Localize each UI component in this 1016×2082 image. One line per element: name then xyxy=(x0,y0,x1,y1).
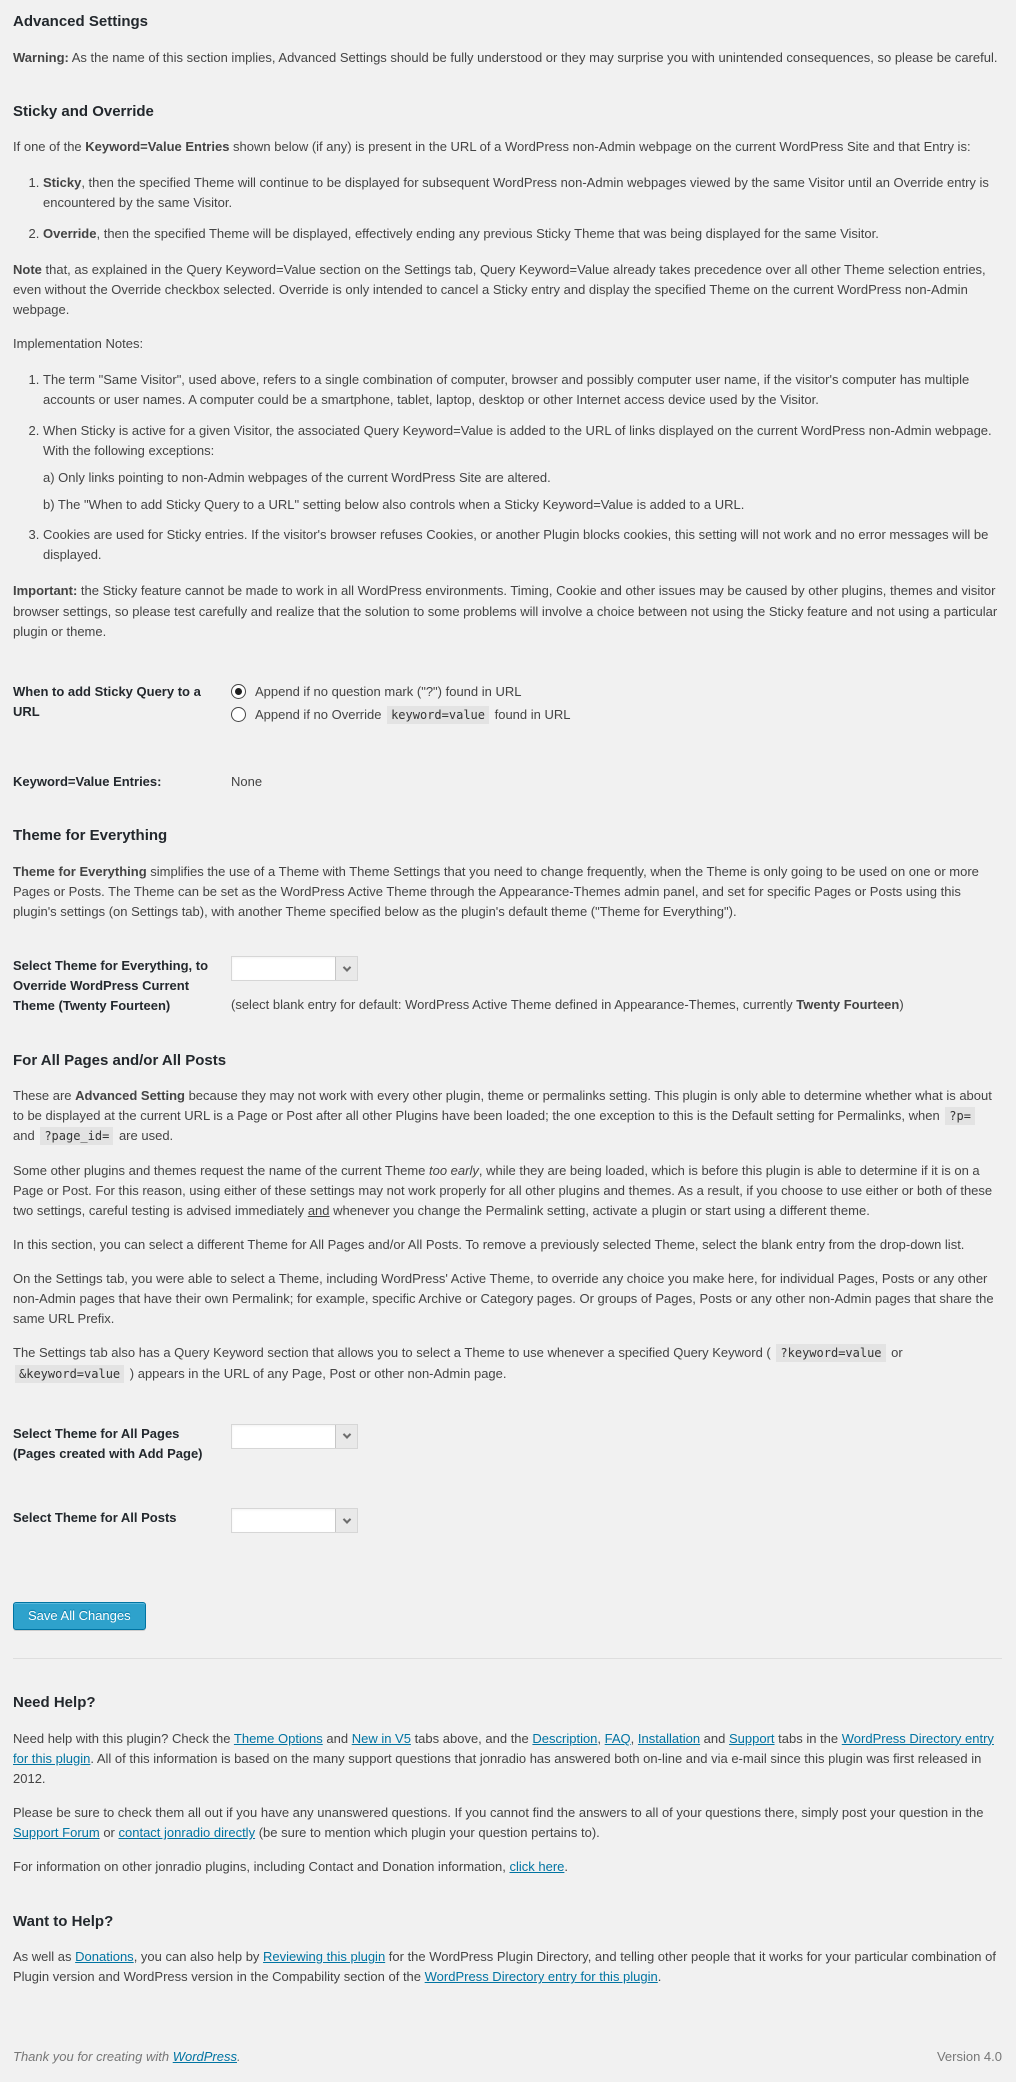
link-donations[interactable]: Donations xyxy=(75,1949,134,1965)
text-run: and xyxy=(307,1202,330,1218)
text-run: Please be sure to check them all out if you have any unanswered questions. If you cannot find the answers to all of your questions there, simply post your question in the xyxy=(13,1805,984,1821)
text-run: b) The "When to add Sticky Query to a URL" setting below also controls when a Sticky Keyword=Value is added to a URL. xyxy=(43,496,745,512)
keyword-value-entries-value: None xyxy=(231,774,263,790)
sticky-query-radio-group xyxy=(231,682,1002,728)
theme-all-pages-select-label: Select Theme for All Pages (Pages created with Add Page) xyxy=(13,1425,203,1461)
want-to-help-heading: Want to Help? xyxy=(13,1912,114,1930)
text-run: . xyxy=(657,1969,662,1985)
link-new-in-v5[interactable]: New in V5 xyxy=(351,1730,411,1746)
sticky-intro-paragraph xyxy=(13,137,1002,157)
text-run: and xyxy=(13,1128,39,1144)
text-run: When Sticky is active for a given Visitor, the associated Query Keyword=Value is added to the URL of links displayed on the current WordPress non-Admin webpage. With the following exceptions: xyxy=(43,422,992,458)
text-run: or xyxy=(99,1825,119,1841)
text-run: , then the specified Theme will continue to be displayed for subsequent WordPress non-Admin webpages viewed by the same Visitor until an Override entry is encountered by the same Visitor. xyxy=(43,175,989,211)
text-run: ) xyxy=(899,997,904,1013)
text-run: . xyxy=(237,2049,241,2065)
admin-footer xyxy=(13,2049,1002,2064)
list-item-cookies xyxy=(43,525,1002,565)
text-run: . All of this information is based on the many support questions that jonradio has answered both on-line and via e-mail since this plugin was first released in 2012. xyxy=(13,1750,982,1786)
text-run: Cookies are used for Sticky entries. If the visitor's browser refuses Cookies, or another Plugin blocks cookies, this setting will not work and no error messages will be displayed. xyxy=(43,527,989,563)
theme-all-pages-row xyxy=(13,1424,1002,1464)
text-run: , xyxy=(597,1730,605,1746)
text-run: ?keyword=value xyxy=(776,1344,885,1362)
text-run: If one of the xyxy=(13,139,86,155)
text-run: Thank you for creating with xyxy=(13,2049,173,2065)
text-run: As well as xyxy=(13,1949,76,1965)
text-run: These are xyxy=(13,1088,76,1104)
select-value xyxy=(232,957,335,980)
text-run: Append if no Override xyxy=(255,706,386,722)
link-theme-options[interactable]: Theme Options xyxy=(233,1730,323,1746)
theme-for-everything-heading: Theme for Everything xyxy=(13,827,168,845)
theme-all-pages-select[interactable] xyxy=(231,1424,358,1449)
list-item-sticky-active xyxy=(43,421,1002,516)
text-run: Append if no question mark ("?") found in URL xyxy=(255,683,522,699)
note-paragraph xyxy=(13,260,1002,320)
radio-option-append-no-override[interactable] xyxy=(231,705,1002,725)
text-run: Need help with this plugin? Check the xyxy=(13,1730,234,1746)
theme-for-everything-caption xyxy=(231,995,991,1015)
text-run: found in URL xyxy=(491,706,571,722)
save-all-changes-button[interactable]: Save All Changes xyxy=(13,1602,146,1630)
text-run: or xyxy=(887,1345,903,1361)
text-run: Some other plugins and themes request the name of the current Theme xyxy=(13,1162,429,1178)
link-wordpress-directory-entry-for-this-plugin[interactable]: WordPress Directory entry for this plugin xyxy=(424,1969,658,1985)
text-run: , then the specified Theme will be displayed, effectively ending any previous Sticky Theme that was being displayed for the same Visitor. xyxy=(96,225,879,241)
link-support[interactable]: Support xyxy=(728,1730,775,1746)
when-to-add-sticky-query-row xyxy=(13,682,1002,728)
need-help-heading: Need Help? xyxy=(13,1694,96,1712)
all-pages-paragraph-1 xyxy=(13,1086,1002,1146)
all-pages-paragraph-2 xyxy=(13,1161,1002,1221)
radio-option-append-no-question-mark[interactable] xyxy=(231,682,1002,702)
text-run: simplifies the use of a Theme with Theme Settings that you need to change frequently, when the Theme is only going to be used on one or more Pages or Posts. The Theme can be set as the WordPress Active Theme through the Appearance-Themes admin panel, and set for specific Pages or Posts using this plugin's settings (on Settings tab), with another Theme specified below as the plugin's default theme ("Theme for Everything"). xyxy=(13,863,979,920)
text-run: and xyxy=(700,1730,729,1746)
link-faq[interactable]: FAQ xyxy=(604,1730,631,1746)
select-value xyxy=(232,1509,335,1532)
link-reviewing-this-plugin[interactable]: Reviewing this plugin xyxy=(263,1949,386,1965)
all-pages-paragraph-5 xyxy=(13,1343,1002,1383)
radio-button-icon[interactable] xyxy=(231,684,246,699)
theme-all-posts-row xyxy=(13,1508,1002,1538)
important-paragraph xyxy=(13,581,1002,641)
theme-all-posts-select-label: Select Theme for All Posts xyxy=(13,1510,177,1526)
link-description[interactable]: Description xyxy=(532,1730,598,1746)
list-item-override xyxy=(43,224,1002,244)
when-to-add-sticky-query-label: When to add Sticky Query to a URL xyxy=(13,683,201,719)
sticky-and-override-heading: Sticky and Override xyxy=(13,102,154,120)
text-run: whenever you change the Permalink setting, activate a plugin or start using a different theme. xyxy=(329,1202,870,1218)
text-run: , xyxy=(630,1730,638,1746)
theme-all-posts-select[interactable] xyxy=(231,1508,358,1533)
text-run: are used. xyxy=(115,1128,174,1144)
theme-for-everything-description xyxy=(13,862,1002,922)
text-run: ?p= xyxy=(945,1107,975,1125)
text-run: the Sticky feature cannot be made to work in all WordPress environments. Timing, Cookie and other issues may be caused by other plugins, themes and visitor browser settings, so please test carefully and realize that the solution to some problems will involve a choice between not using the Sticky feature and not using a particular plugin or theme. xyxy=(13,583,998,639)
select-value xyxy=(232,1425,335,1448)
theme-for-everything-select-label: Select Theme for Everything, to Override WordPress Current Theme (Twenty Fourteen) xyxy=(13,958,209,1014)
for-all-pages-posts-heading: For All Pages and/or All Posts xyxy=(13,1051,227,1069)
list-item-exception-b xyxy=(43,495,1002,515)
footer-version-text: Version 4.0 xyxy=(936,2049,1002,2065)
text-run: Override xyxy=(43,225,97,241)
text-run: and xyxy=(322,1730,352,1746)
advanced-settings-heading: Advanced Settings xyxy=(13,13,149,30)
implementation-notes-label: Implementation Notes: xyxy=(13,336,144,352)
link-contact-jonradio-directly[interactable]: contact jonradio directly xyxy=(118,1825,256,1841)
need-help-paragraph-2 xyxy=(13,1803,1002,1843)
text-run: The Settings tab also has a Query Keyword section that allows you to select a Theme to use whenever a specified Query Keyword ( xyxy=(13,1345,775,1361)
warning-paragraph xyxy=(13,48,1002,68)
link-wordpress[interactable]: WordPress xyxy=(172,2049,237,2065)
chevron-down-icon xyxy=(335,1425,357,1448)
text-run: for the WordPress Plugin Directory, and telling other people that it works for your particular combination of Plugin version and WordPress version in the Compability section of the xyxy=(13,1949,996,1985)
want-to-help-paragraph xyxy=(13,1947,1002,1987)
text-run: Note xyxy=(13,261,42,277)
text-run: &keyword=value xyxy=(15,1365,124,1383)
footer-thanks-text xyxy=(13,2049,241,2064)
text-run: As the name of this section implies, Advanced Settings should be fully understood or they may surprise you with unintended consequences, so please be careful. xyxy=(68,49,998,65)
link-wordpress-directory-entry-for-this-plugin[interactable]: WordPress Directory entry for this plugin xyxy=(13,1730,994,1766)
text-run: shown below (if any) is present in the URL of a WordPress non-Admin webpage on the current WordPress Site and that Entry is: xyxy=(229,139,971,155)
text-run: Important: xyxy=(13,583,78,599)
text-run: because they may not work with every other plugin, theme or permalinks setting. This plugin is only able to determine whether what is about to be displayed at the current URL is a Page or Post after all other Plugins have been loaded; the one exception to this is the Default setting for Permalinks, when xyxy=(13,1088,992,1124)
text-run: , while they are being loaded, which is before this plugin is able to determine if it is on a Page or Post. For this reason, using either of these settings may not work properly for all other plugins and themes. As a result, if you choose to use either or both of these two settings, careful testing is advised immediately xyxy=(13,1162,993,1218)
need-help-paragraph-3 xyxy=(13,1857,1002,1877)
theme-for-everything-select[interactable] xyxy=(231,956,358,981)
text-run: Keyword=Value Entries xyxy=(85,139,230,155)
text-run: too early xyxy=(429,1162,479,1178)
text-run: For information on other jonradio plugins, including Contact and Donation information, xyxy=(13,1859,510,1875)
radio-option-label xyxy=(255,705,571,725)
radio-button-icon[interactable] xyxy=(231,707,246,722)
text-run: Warning: xyxy=(13,49,69,65)
text-run: a) Only links pointing to non-Admin webpages of the current WordPress Site are altered. xyxy=(43,469,551,485)
link-installation[interactable]: Installation xyxy=(637,1730,701,1746)
chevron-down-icon xyxy=(335,1509,357,1532)
text-run: Advanced Setting xyxy=(75,1088,185,1104)
link-click-here[interactable]: click here xyxy=(509,1859,565,1875)
list-item-text xyxy=(43,421,1002,461)
text-run: On the Settings tab, you were able to select a Theme, including WordPress' Active Theme, to override any choice you make here, for individual Pages, Posts or any other non-Admin pages that have their own Permalink; for example, specific Archive or Category pages. Or groups of Pages, Posts or any other non-Admin pages that share the same URL Prefix. xyxy=(13,1271,994,1327)
text-run: keyword=value xyxy=(387,706,489,724)
text-run: (be sure to mention which plugin your question pertains to). xyxy=(255,1825,600,1841)
text-run: Theme for Everything xyxy=(13,863,147,879)
need-help-paragraph-1 xyxy=(13,1729,1002,1789)
text-run: ) appears in the URL of any Page, Post or other non-Admin page. xyxy=(126,1365,507,1381)
text-run: tabs above, and the xyxy=(410,1730,533,1746)
text-run: ?page_id= xyxy=(40,1127,113,1145)
list-item-same-visitor xyxy=(43,370,1002,410)
text-run: (select blank entry for default: WordPress Active Theme defined in Appearance-Themes, currently xyxy=(231,997,797,1013)
text-run: The term "Same Visitor", used above, refers to a single combination of computer, browser and possibly computer user name, if the visitor's computer has multiple accounts or user names. A computer could be a smartphone, tablet, laptop, desktop or other Internet access device used by the Visitor. xyxy=(43,372,970,408)
all-pages-paragraph-3 xyxy=(13,1235,1002,1255)
keyword-value-entries-label: Keyword=Value Entries: xyxy=(13,774,162,790)
list-item-sticky xyxy=(43,173,1002,213)
text-run: Twenty Fourteen xyxy=(796,997,900,1013)
keyword-value-entries-row xyxy=(13,772,1002,792)
list-item-text xyxy=(43,370,1002,410)
text-run: . xyxy=(564,1859,569,1875)
list-item-text xyxy=(43,525,1002,565)
list-item-exception-a xyxy=(43,468,1002,488)
theme-for-everything-row xyxy=(13,956,1002,1016)
text-run: that, as explained in the Query Keyword=Value section on the Settings tab, Query Keyword=Value already takes precedence over all other Theme selection entries, even without the Override checkbox selected. Override is only intended to cancel a Sticky entry and display the specified Theme on the current WordPress non-Admin webpage. xyxy=(13,261,986,317)
text-run: , you can also help by xyxy=(133,1949,264,1965)
radio-option-label xyxy=(255,682,522,702)
text-run: tabs in the xyxy=(774,1730,842,1746)
text-run: Sticky xyxy=(43,175,82,191)
all-pages-paragraph-4 xyxy=(13,1269,1002,1329)
link-support-forum[interactable]: Support Forum xyxy=(13,1825,100,1841)
implementation-notes-list xyxy=(13,370,1002,565)
chevron-down-icon xyxy=(335,957,357,980)
text-run: In this section, you can select a different Theme for All Pages and/or All Posts. To remove a previously selected Theme, select the blank entry from the drop-down list. xyxy=(13,1236,965,1252)
section-divider xyxy=(13,1658,1002,1659)
sticky-behavior-list xyxy=(13,173,1002,243)
